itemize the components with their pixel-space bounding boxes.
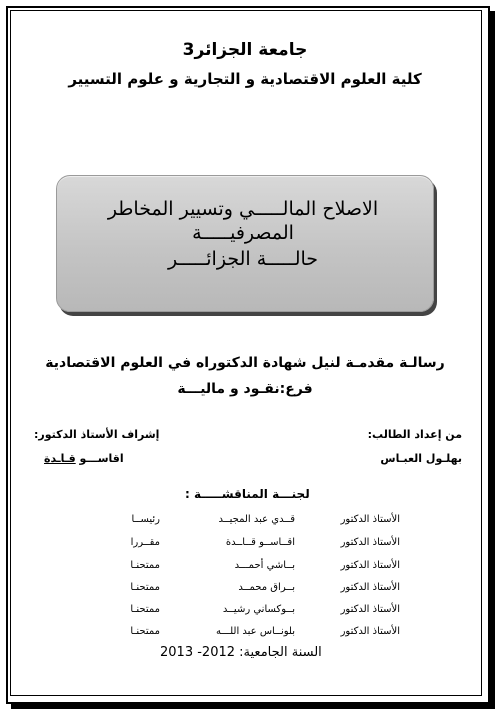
supervisor-name-part-2: قـاـدة: [44, 452, 76, 465]
thesis-title-line-1: الاصلاح المالـــــي وتسيير المخاطر: [107, 198, 379, 220]
member-name: اقــاســو قــاــدة: [225, 537, 295, 548]
member-name: بــوكساني رشيــد: [222, 604, 295, 615]
member-title: الأستاذ الدكتور: [340, 514, 400, 525]
academic-year-value: 2012- 2013: [160, 645, 236, 660]
supervisor-label: إشراف الأستاذ الدكتور:: [34, 428, 160, 441]
member-name: قــدي عبد المجيــد: [218, 514, 295, 525]
thesis-branch: فرع:نقـود و ماليـــة: [177, 381, 313, 397]
academic-year: [160, 645, 322, 660]
member-name: بــراق محمــد: [238, 582, 295, 593]
thesis-title-box: [56, 175, 434, 312]
supervisor-name-part-1: اقاســـو: [79, 452, 124, 465]
committee-member-row: [100, 537, 400, 555]
committee-member-row: [100, 560, 400, 578]
member-name: بلونــاس عبد اللـــه: [215, 626, 295, 637]
faculty-name: كلية العلوم الاقتصادية و التجارية و علوم التسيير: [68, 70, 422, 88]
committee-label: لجنـــة المناقشـــــة :: [185, 487, 310, 501]
member-role: ممتحنـا: [130, 582, 160, 593]
member-title: الأستاذ الدكتور: [340, 582, 400, 593]
thesis-title-line-2: المصرفيـــــة: [192, 222, 294, 244]
member-role: رئيســا: [131, 514, 160, 525]
university-name: جامعة الجزائر3: [182, 40, 308, 60]
member-title: الأستاذ الدكتور: [340, 560, 400, 571]
thesis-purpose: رسالـة مقدمـة لنيل شهادة الدكتوراه في العلوم الاقتصادية: [45, 355, 445, 371]
student-label: من إعداد الطالب:: [367, 428, 462, 441]
member-title: الأستاذ الدكتور: [340, 626, 400, 637]
thesis-title-line-3: حالـــــة الجزائـــــر: [167, 248, 319, 270]
supervisor-name: [44, 452, 124, 465]
committee-member-row: [100, 514, 400, 532]
committee-member-row: [100, 582, 400, 600]
member-role: ممتحنـا: [130, 560, 160, 571]
member-role: ممتحنـا: [130, 626, 160, 637]
student-name: بهلـول العبـاس: [380, 452, 462, 465]
member-role: ممتحنـا: [130, 604, 160, 615]
member-title: الأستاذ الدكتور: [340, 537, 400, 548]
member-title: الأستاذ الدكتور: [340, 604, 400, 615]
member-role: مقــررا: [130, 537, 160, 548]
committee-member-row: [100, 626, 400, 644]
member-name: بــاشي أحمـــد: [234, 560, 295, 571]
academic-year-label: السنة الجامعية:: [239, 645, 322, 660]
committee-member-row: [100, 604, 400, 622]
